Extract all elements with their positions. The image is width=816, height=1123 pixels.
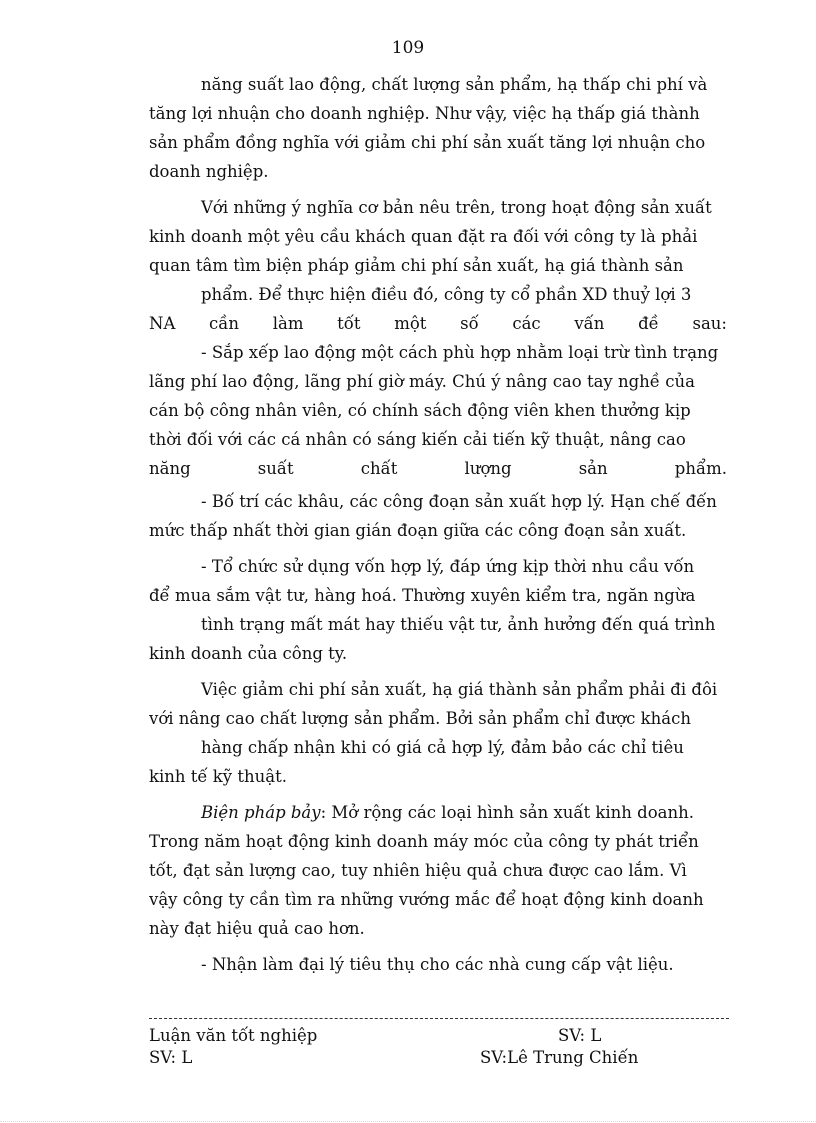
- text-line: hàng chấp nhận khi có giá cả hợp lý, đảm bảo các chỉ tiêu: [201, 738, 684, 757]
- text-line: tình trạng mất mát hay thiếu vật tư, ảnh hưởng đến quá trình: [201, 615, 716, 634]
- text-line: - Bố trí các khâu, các công đoạn sản xuất hợp lý. Hạn chế đến: [201, 492, 717, 511]
- text-line: kinh doanh của công ty.: [149, 644, 348, 663]
- footer-student-label: SV: L: [558, 1026, 602, 1045]
- text-line: năng suất lao động, chất lượng sản phẩm, hạ thấp chi phí và: [201, 75, 708, 94]
- text-line: kinh doanh một yêu cầu khách quan đặt ra đối với công ty là phải: [149, 227, 698, 246]
- text-line: này đạt hiệu quả cao hơn.: [149, 919, 365, 938]
- text-line: lãng phí lao động, lãng phí giờ máy. Chú ý nâng cao tay nghề của: [149, 372, 695, 391]
- text-line: kinh tế kỹ thuật.: [149, 767, 287, 786]
- text-line: Trong năm hoạt động kinh doanh máy móc của công ty phát triển: [149, 832, 699, 851]
- text-line: tốt, đạt sản lượng cao, tuy nhiên hiệu quả chưa được cao lắm. Vì: [149, 861, 687, 880]
- page-number: 109: [391, 38, 425, 58]
- text-line: Việc giảm chi phí sản xuất, hạ giá thành sản phẩm phải đi đôi: [201, 680, 718, 699]
- text-line: quan tâm tìm biện pháp giảm chi phí sản xuất, hạ giá thành sản: [149, 256, 684, 275]
- footer-author-name: SV:Lê Trung Chiến: [480, 1048, 639, 1067]
- text-line: với nâng cao chất lượng sản phẩm. Bởi sản phẩm chỉ được khách: [149, 709, 691, 728]
- text-line: doanh nghiệp.: [149, 162, 269, 181]
- text-line: phẩm. Để thực hiện điều đó, công ty cổ phần XD thuỷ lợi 3: [201, 285, 692, 304]
- text-line: mức thấp nhất thời gian gián đoạn giữa các công đoạn sản xuất.: [149, 521, 687, 540]
- footer-student-label: SV: L: [149, 1048, 193, 1067]
- text-line: để mua sắm vật tư, hàng hoá. Thường xuyên kiểm tra, ngăn ngừa: [149, 586, 696, 605]
- text-line: thời đối với các cá nhân có sáng kiến cải tiến kỹ thuật, nâng cao: [149, 430, 686, 449]
- footer-divider: [149, 1018, 729, 1019]
- text-line: sản phẩm đồng nghĩa với giảm chi phí sản xuất tăng lợi nhuận cho: [149, 133, 706, 152]
- page-edge-divider: [0, 1121, 816, 1122]
- text-line: vậy công ty cần tìm ra những vướng mắc để hoạt động kinh doanh: [149, 890, 704, 909]
- text-line-justified: NA cần làm tốt một số các vấn đề sau:: [149, 314, 727, 333]
- text-line: cán bộ công nhân viên, có chính sách động viên khen thưởng kịp: [149, 401, 691, 420]
- text-line: [149, 798, 727, 827]
- footer-thesis-label: Luận văn tốt nghiệp: [149, 1026, 318, 1045]
- measure-heading: Biện pháp bảy: [201, 803, 321, 822]
- text-line: Với những ý nghĩa cơ bản nêu trên, trong hoạt động sản xuất: [201, 198, 712, 217]
- text-line-justified: năng suất chất lượng sản phẩm.: [149, 459, 727, 478]
- text-line: - Sắp xếp lao động một cách phù hợp nhằm loại trừ tình trạng: [201, 343, 719, 362]
- measure-heading-text: : Mở rộng các loại hình sản xuất kinh doanh.: [320, 803, 694, 822]
- text-line: tăng lợi nhuận cho doanh nghiệp. Như vậy, việc hạ thấp giá thành: [149, 104, 700, 123]
- document-body: [149, 70, 727, 979]
- text-line: - Tổ chức sử dụng vốn hợp lý, đáp ứng kịp thời nhu cầu vốn: [201, 557, 695, 576]
- text-line: - Nhận làm đại lý tiêu thụ cho các nhà cung cấp vật liệu.: [201, 955, 674, 974]
